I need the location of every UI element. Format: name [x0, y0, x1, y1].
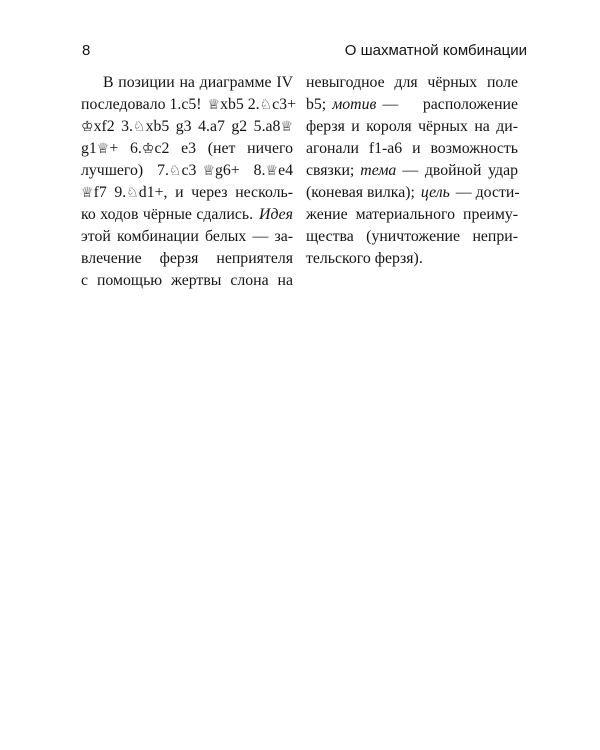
text-line: ко ходов чёрные сдались. Идея — [81, 206, 293, 223]
text-line: ♕f7 9.♘d1+, и через несколь- — [81, 184, 293, 201]
queen-icon: ♕ — [265, 163, 279, 179]
page-number: 8 — [82, 42, 91, 59]
left-text-column — [81, 72, 296, 292]
text-line: влечение ферзя неприятеля — [81, 250, 293, 267]
queen-icon: ♕ — [280, 119, 294, 135]
text-line: g1♕+ 6.♔c2 e3 (нет ничего — [81, 140, 293, 157]
text-line: невыгодное для чёрных поле — [306, 74, 518, 91]
text-line: этой комбинации белых — за- — [81, 228, 293, 245]
text-line: связки; тема — двойной удар — [306, 162, 518, 179]
knight-icon: ♘ — [168, 163, 182, 179]
text-line: с помощью жертвы слона на — [81, 272, 293, 289]
text-line: лучшего) 7.♘c3 ♕g6+ 8.♕e4 — [81, 162, 293, 179]
running-title: О шахматной комбинации — [344, 42, 527, 59]
term-idea: Идея — [259, 206, 293, 223]
text-line: b5; мотив — расположение — [306, 96, 518, 113]
queen-icon: ♕ — [207, 97, 221, 113]
queen-icon: ♕ — [81, 185, 94, 201]
text-line: ♔xf2 3.♘xb5 g3 4.a7 g2 5.a8♕ — [81, 118, 294, 135]
page-header — [0, 41, 600, 61]
knight-icon: ♘ — [133, 119, 146, 135]
right-text-column — [306, 72, 518, 270]
term-theme: тема — [360, 162, 397, 179]
text-line: агонали f1-a6 и возможность — [306, 140, 518, 157]
text-line: тельского ферзя). — [306, 250, 423, 267]
text-line: (коневая вилка); цель — дости- — [306, 184, 520, 201]
king-icon: ♔ — [141, 141, 155, 157]
knight-icon: ♘ — [259, 97, 273, 113]
term-motive: мотив — [332, 96, 377, 113]
queen-icon: ♕ — [96, 141, 110, 157]
knight-icon: ♘ — [126, 185, 139, 201]
text-line: последовало 1.c5! ♕xb5 2.♘c3+ — [81, 96, 296, 113]
king-icon: ♔ — [81, 119, 94, 135]
queen-icon: ♕ — [202, 163, 215, 179]
term-goal: цель — [420, 184, 450, 201]
text-line: В позиции на диаграмме IV — [103, 74, 293, 91]
text-line: щества (уничтожение непри- — [306, 228, 518, 245]
text-line: жение материального преиму- — [306, 206, 518, 223]
text-line: ферзя и короля чёрных на ди- — [306, 118, 518, 135]
